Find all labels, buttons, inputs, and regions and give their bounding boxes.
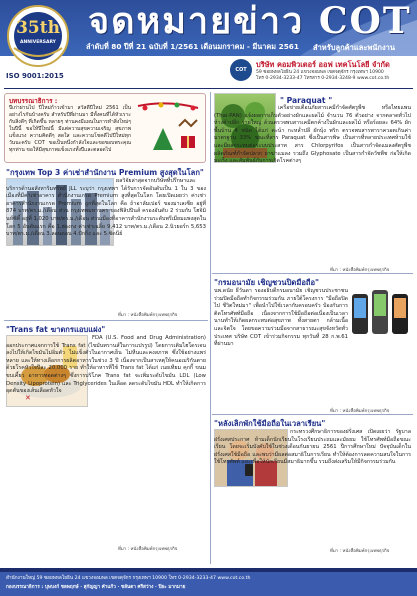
- audience-label: สำหรับลูกค้าและพนักงาน: [313, 43, 395, 52]
- svg-text:✕: ✕: [25, 394, 31, 402]
- anniversary-logo: [4, 4, 72, 70]
- mobile-body: นพ.ดนัย ธีวันดา รองอธิบดีกรมอนามัย เชิญชวนประชาชนร่วมปิดมือถือทำกิจกรรมร่วมกัน ภายใต้โครงการ "มือถือปิดไป ชีวิตใหม่มา" เพื่อนำไปใช้เวลากับครอบครัว ป้องกันการติดโทรศัพท์มือถือ เนื่องจากการใช้มือถือต่อเนื่องเป็นเวลานานทำให้เกิดผลกระทบต่อสุขภาพ ทั้งสายตา กล้ามเนื้อ และจิตใจ โดยขอความร่วมมือจากสาธารณะสุขจังหวัดทั่วประเทศ บริษัท COT เข้าร่วมกิจกรรม ทุกวันที่ 28 ก.พ.61 ที่ผ่านมา: [214, 288, 348, 348]
- mobile-source: ที่มา : หนังสือพิมพ์กรุงเทพธุรกิจ: [330, 409, 390, 414]
- newsletter-title: จดหมายข่าว COT: [88, 0, 412, 42]
- premium-source: ที่มา : หนังสือพิมพ์กรุงเทพธุรกิจ: [118, 313, 178, 318]
- anniversary-logo-number: 35th: [16, 18, 60, 38]
- footer-address: สำนักงานใหญ่ 59 ซอยพหลโยธิน 24 แขวงจอมพล เขตจตุจักร กรุงเทพฯ 10900 โทร 0-2934-3233-47 www.cot.co.th: [6, 576, 251, 581]
- column-divider: [210, 92, 211, 564]
- issue-info: ลำดับที่ 80 ปีที่ 21 ฉบับที่ 1/2561 เดือนมกราคม - มีนาคม 2561: [86, 42, 299, 51]
- footer-editorial-team: กองบรรณาธิการ : บุษบงก์ ชลพฤกษ์ · สุกัญญา คำแก้ว · ชลันดา ศรีสว่าง · ปิยะ มากมาย: [6, 585, 186, 590]
- transfat-body: FDA (U.S. Food and Drug Administration) ออกประกาศแจกการใช้ Trans fat (ไขมันทรานส์ในการแปรรูป) โดยการเติมไฮโดรเจนลงไปให้เกิดไขมันไม่อิ่มตัว ไม่แข็งตัวในอากาศเย็น ไม่หืนและคงสภาพ ซึ่งใช้อย่างแพร่หลาย และให้ทางเลือกการผลิตอาหารในช่วง 3 ปี เนื่องจากเป็นสาเหตุให้คนอเมริกันตายด้วยโรคหัวใจปีละ 20,000 ราย ทำให้อาหารที่ใช้ Trans fat ได้แก่ เนยเทียม คุกกี้ ขนมขบเคี้ยว อาหารทอดต่างๆ ซึ่งการบริโภค Trans fat จะเพิ่มระดับไขมัน LDL (Low Density Lipoprotein) และ Triglycerides ในเลือด ลดระดับไขมัน HDL ทำให้เกิดการอุดตันของเส้นเลือดหัวใจ: [6, 335, 206, 395]
- masthead: [0, 0, 417, 86]
- right-divider-1: [212, 273, 413, 274]
- paraquat-body: เครือข่ายเตือนภัยสารเคมีกำจัดศัตรูพืช หรือไทยแพน (Thai-PAN) แจ้งผลการเก็บตัวอย่างผักและผลไม้ จำนวน 76 ตัวอย่าง จากตลาดทั่วไป ห้างค้าปลีก รายใหญ่ ล้วนตรวจพบสารเคมีตกค้างในผักและผลไม้ หรือร้อยละ 64% ผักพื้นบ้าน 4 ชนิด ได้แก่ คะน้า กะหล่ำปลี ผักบุ้ง พริก ตรวจพบสารพาราควอตเกินค่ามาตรฐาน 33% ขณะที่สาร Paraquat ซึ่งเป็นสารพิษ เป็นสารที่หลายประเทศห้ามใช้ และมีผลกระทบต่อระบบประสาท สาร Chlorpyrifos เป็นสารกำจัดแมลงศัตรูพืช ผลิตภัณฑ์กำจัดปลวก ยาฆ่าแมลง รวมถึง Glyphosate เป็นสารกำจัดวัชพืช ก่อให้เกิดมะเร็ง และสัมพันธ์กับการเกิดโรคต่างๆ: [214, 105, 411, 165]
- sleep-heading: "หลังเลิกพักใช้มือถือในเวลาเรียน": [214, 419, 326, 428]
- transfat-heading: "Trans fat ฆาตกรแอบแฝง": [6, 325, 106, 334]
- iso-certification: ISO 9001:2015: [6, 72, 64, 80]
- editorial-body: ปีเก่าผ่านไป ปีใหม่ก้าวเข้ามา สวัสดีปีใหม่ 2561 เป็นอย่างไรกันบ้างครับ สำหรับปีที่ผ่านมา มีทั้งคนที่ได้หัวเราะกับสิ่งดีๆ ที่เกิดขึ้น หลายๆ ท่านคงมีแผนในการทำสิ่งใหม่ๆ ในปีนี้ ขอให้ปีใหม่นี้ มีแต่ความสุขความเจริญ สุขภาพแข็งแรง ความคิดดีๆ สดใส และความโชคดีไปปีใหม่ทุกวันนะครับ COT ขอเป็นหนึ่งกำลังใจและขอขอบพระคุณทุกท่าน ขอให้มีสุขภาพแข็งแรงทั้งปีและตลอดไป: [9, 105, 131, 153]
- anniversary-logo-caption: ANNIVERSARY: [20, 40, 56, 45]
- company-logo: COT: [230, 59, 252, 81]
- left-divider-1: [4, 320, 208, 321]
- mobile-phones-photo: [350, 288, 410, 340]
- premium-heading: "กรุงเทพ Top 3 ค่าเช่าสำนักงาน Premium สูงสุดในโลก": [6, 168, 204, 177]
- mobile-heading: "กรมอนามัย เชิญชวนปิดมือถือ": [214, 278, 320, 287]
- editorial-box: [4, 93, 206, 163]
- company-name: บริษัท คอมพิวเตอร์ ออฟ เทคโนโลยี จำกัด: [256, 60, 390, 69]
- editorial-heading: บทบรรณาธิการ :: [9, 97, 58, 105]
- company-contact: โทร 0-2934-3233-47 โทรสาร 0-2934-3248-9 www.cot.co.th: [256, 76, 390, 81]
- paraquat-source: ที่มา : หนังสือพิมพ์กรุงเทพธุรกิจ: [330, 268, 390, 273]
- mobile-body-cont: [214, 340, 411, 402]
- company-address: 59 ซอยพหลโยธิน 24 แขวงจอมพล เขตจตุจักร กรุงเทพฯ 10900: [256, 70, 384, 75]
- company-info: [230, 58, 415, 84]
- christmas-illustration: [133, 98, 203, 158]
- transfat-source: ที่มา : หนังสือพิมพ์กรุงเทพธุรกิจ: [118, 547, 178, 552]
- footer: [0, 572, 417, 596]
- premium-body: ผลวิจัยล่าสุดจากบริษัทที่ปรึกษาและบริการด้านอสังหาริมทรัพย์ JLL ระบุว่า กรุงเทพฯ ได้รับการจัดอันดับเป็น 1 ใน 3 ของเมืองที่มีค่าเช่าอาคาร สำนักงานเกรด Premium สูงที่สุดในโลก โดยเปิดเผยว่า ค่าเช่าอาคารสำนักงานเกรด Premium ถูกที่สุดในโลก คือ ถ้าอาลัมเปอร์ ของมาเลเซีย อยู่ที่ 874 บาท/ตร.ม./เดือน ส่วน กรุงเทพมหานคร ของฟิลิปปินส์ ครองอันดับ 2 ร่วมกับ โฮจิมินห์ซิตี้ อยู่ที่ 1,020 บาท/ตร.ม./เดือน ส่วนเมืองที่อาคารสำนักงานระดับพรีเมียมแพงสุดในโลก 5 อันดับแรก คือ 1.ฮ่องกง ค่าเช่าเฉลี่ย 9,412 บาท/ตร.ม./เดือน 2.นิวยอร์ก 5,653 บาท/ตร.ม./เดือน 3.ลอนดอน 4.ปักกิ่ง และ 5.ซิดนีย์: [6, 178, 206, 238]
- masthead-divider: [4, 88, 413, 89]
- right-divider-2: [212, 414, 413, 415]
- paraquat-heading: " Paraquat ": [280, 96, 333, 105]
- sleep-body: กระทรวงศึกษาธิการของฝรั่งเศส เปิดเผยว่า รัฐบาลฝรั่งเศสประกาศ ห้ามเด็กนักเรียนในโรงเรียนประถมและมัธยม ใช้โทรศัพท์มือถือขณะเรียน โดยจะเริ่มบังคับใช้ในช่วงเดือนกันยายน 2561 ปีการศึกษาใหม่ ปัจจุบันเด็กในฝรั่งเศสใช้มือถือ และพบว่ามีผลต่อสมาธิในการเรียน ทำให้ต้องการลดความสนใจในการใช้โทรศัพท์ และเพื่อให้นักเรียนมีสมาธิมากขึ้น รวมถึงส่งเสริมให้มีกิจกรรมร่วมกัน: [214, 429, 411, 466]
- sleep-source: ที่มา : หนังสือพิมพ์กรุงเทพธุรกิจ: [330, 549, 390, 554]
